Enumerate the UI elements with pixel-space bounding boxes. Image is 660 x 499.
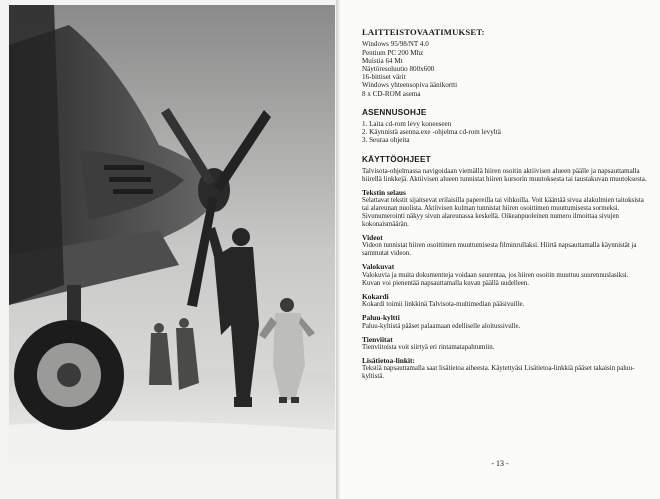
install-section [362, 108, 648, 145]
help-item-title: Paluu-kyltti [362, 313, 400, 323]
list-item: Näytöresoluutio 800x600 [362, 65, 435, 74]
help-item-title: Tienviitat [362, 334, 393, 344]
list-item: 3. Seuraa ohjeita [362, 136, 410, 145]
hardware-section [362, 28, 648, 98]
help-item-title: Lisätietoa-linkit: [362, 355, 415, 365]
help-item [362, 357, 648, 381]
list-item: 16-bittiset värit [362, 73, 406, 82]
hardware-list [362, 40, 648, 97]
install-steps [362, 120, 648, 145]
help-item-body: Tienviitoista voit siirtyä eri rintamatapahtumiin. [362, 343, 495, 351]
page-number: - 13 - [491, 459, 509, 468]
help-item [362, 189, 648, 229]
install-title: ASENNUSOHJE [362, 107, 427, 117]
help-item-title: Kokardi [362, 291, 389, 301]
help-item [362, 336, 648, 352]
help-item [362, 293, 648, 309]
text-column [362, 28, 648, 386]
help-item-title: Valokuvat [362, 262, 395, 272]
photo-illustration [9, 5, 335, 457]
help-item [362, 314, 648, 330]
help-intro: Talvisota-ohjelmassa navigoidaan viemällä hiiren osoitin aktiivisen alueen päälle ja napsauttamalla hiirellä linkkejä. Aktiivisen alueen tunnistat hiiren kursorin muutoksesta tai taustakuvan muutoksesta. [362, 166, 647, 183]
list-item: 2. Käynnistä asenna.exe -ohjelma cd-rom levyltä [362, 128, 501, 137]
hardware-title: LAITTEISTOVAATIMUKSET: [362, 27, 485, 37]
list-item: 8 x CD-ROM asema [362, 89, 421, 98]
instructions-page [340, 0, 660, 499]
help-title: KÄYTTÖOHJEET [362, 154, 431, 164]
help-section [362, 155, 648, 382]
help-item-title: Videot [362, 232, 383, 242]
help-item-body: Valokuvia ja muita dokumentteja voidaan suurentaa, jos hiiren osoitin muuttuu suurennuslasiksi. Kuvan voi pienentää napsauttamalla kuvan päällä uudelleen. [362, 271, 629, 287]
help-item-body: Paluu-kyltistä pääset palaamaan edelliselle aloitussivulle. [362, 322, 521, 330]
help-item-body: Tekstiä napsauttamalla saat lisätietoa aiheesta. Käytettyäsi Lisätietoa-linkkiä pääset takaisin paluu-kyltistä. [362, 365, 635, 381]
list-item: Pentium PC 200 Mhz [362, 48, 424, 57]
list-item: Muistia 64 Mt [362, 56, 403, 65]
help-item [362, 263, 648, 287]
help-item-body: Kokardi toimii linkkinä Talvisota-multimedian pääsivuille. [362, 301, 525, 309]
help-item [362, 234, 648, 258]
list-item: 1. Laita cd-rom levy koneeseen [362, 119, 452, 128]
help-item-title: Tekstin selaus [362, 187, 406, 197]
help-item-body: Videon tunnistat hiiren osoittimen muuttumisesta filminrullaksi. Hiirtä napsauttamalla käynnistät ja sammutat videon. [362, 242, 637, 258]
help-item-body: Selattavat tekstit sijaitsevat erilaisilla papereilla tai vihkoilla. Voit kääntää sivua alakulmien taitoksista tai alareunan nuolista. Aktiivisen kulman tunnistat hiiren osoittimen muuttumisesta sormeksi. Sivunumerointi näkyy sivun alareunassa keskellä. Oikeanpuoleinen numero ilmoittaa sivujen kokonaismäärän. [362, 196, 644, 228]
list-item: Windows 95/98/NT 4.0 [362, 40, 429, 49]
wwii-fighter-plane-photo [9, 5, 335, 457]
list-item: Windows yhteensopiva äänikortti [362, 81, 458, 90]
